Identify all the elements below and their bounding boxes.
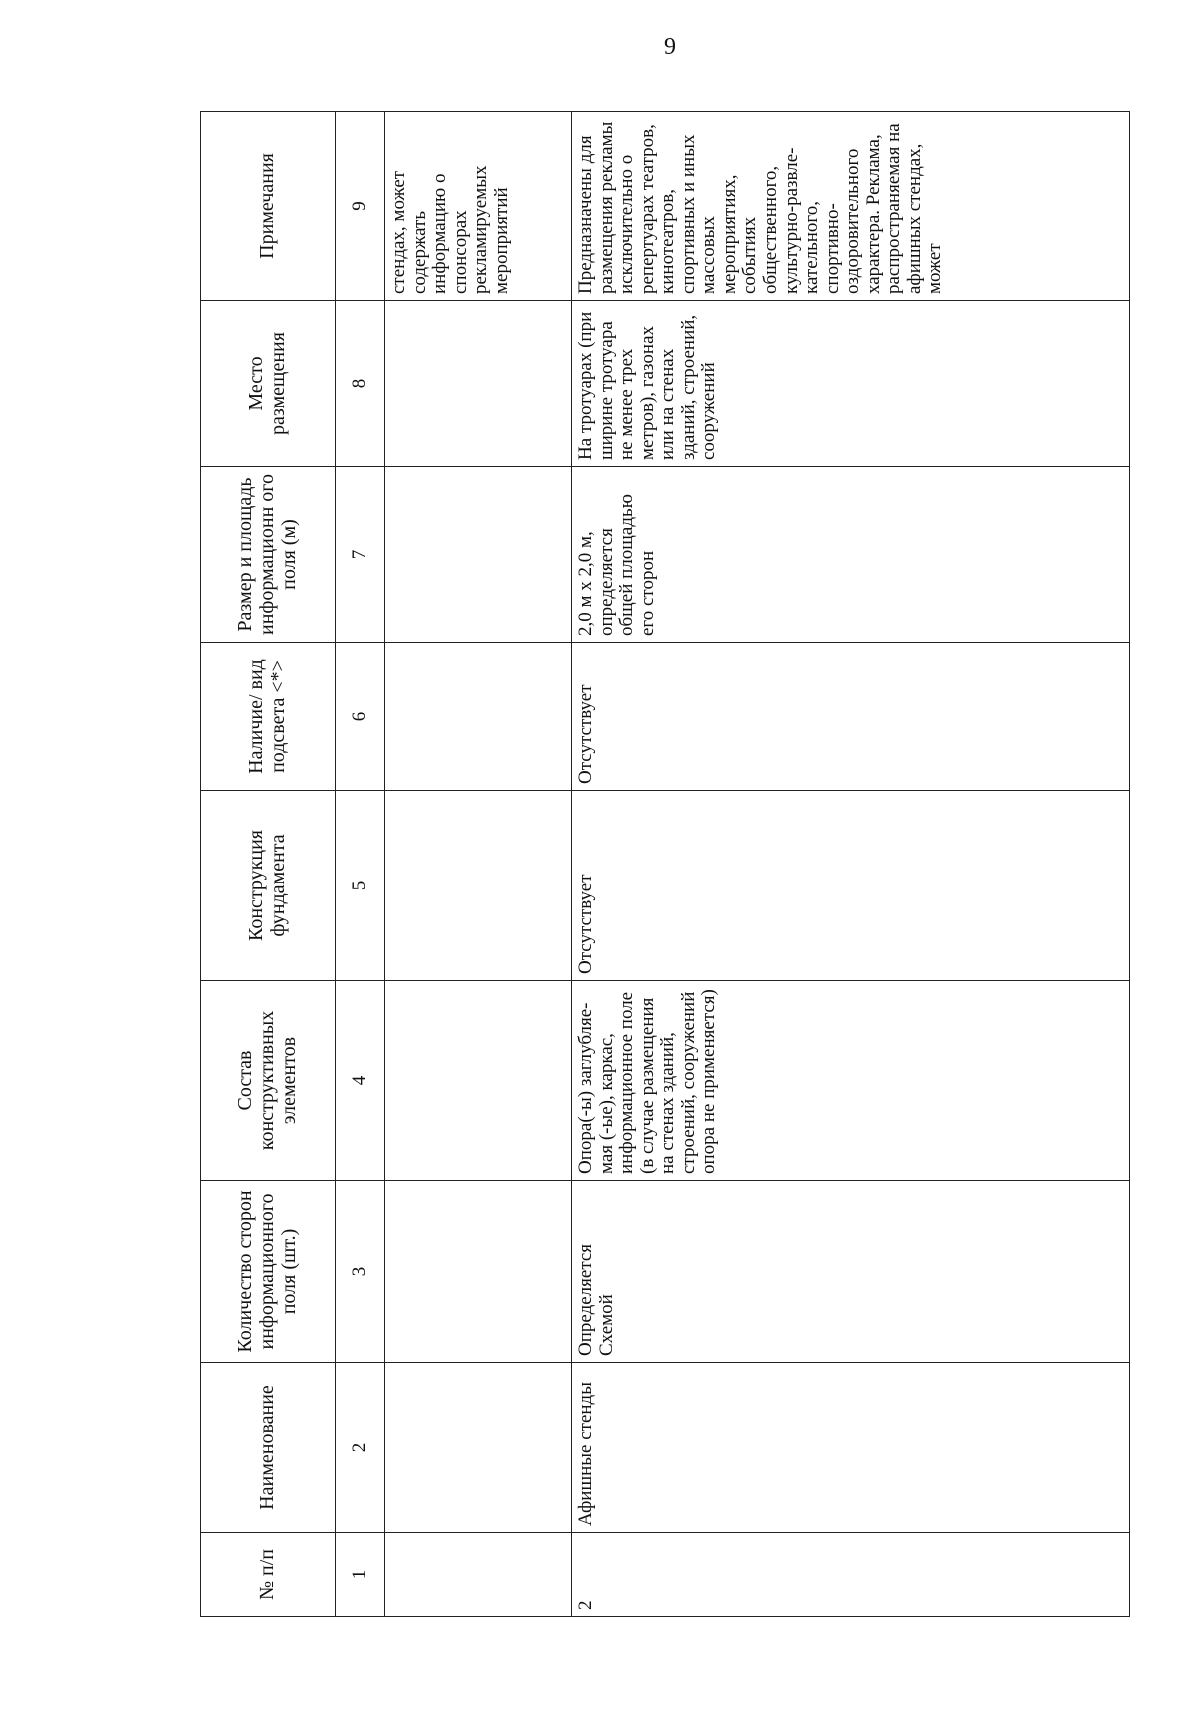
table-rotated-wrapper [200, 112, 1130, 1617]
header-cell: № п/п [201, 1533, 336, 1617]
table-cell-name: Афишные стенды [572, 1363, 1130, 1533]
column-number: 5 [335, 791, 384, 981]
column-number: 3 [335, 1181, 384, 1363]
table-cell [385, 1533, 572, 1617]
page-number: 9 [664, 34, 676, 60]
table-cell [385, 981, 572, 1181]
column-number: 7 [335, 467, 384, 643]
table-row [572, 112, 1130, 1617]
column-number: 9 [335, 112, 384, 301]
table-cell-lighting: Отсутствует [572, 643, 1130, 791]
column-number: 2 [335, 1363, 384, 1533]
header-cell: Примечания [201, 112, 336, 301]
table-cell [385, 643, 572, 791]
header-cell: Наличие/ вид подсвета <*> [201, 643, 336, 791]
table-row [385, 112, 572, 1617]
table-cell [385, 467, 572, 643]
header-cell: Состав конструктивных элементов [201, 981, 336, 1181]
table-cell-notes: Предназначены для размещения рекламы исключительно о репертуарах театров, кинотеатров, спортивных и иных массовых мероприятиях, событиях общественного, культурно-развле-кательного, спортивно-оздоровительного характера. Реклама, распространяемая на афишных стендах, может [572, 112, 1130, 301]
table-cell-sides: Определяется Схемой [572, 1181, 1130, 1363]
column-number: 4 [335, 981, 384, 1181]
table-cell-notes: стендах, может содержать информацию о спонсорах рекламируемых мероприятий [385, 112, 572, 301]
table-cell [385, 1363, 572, 1533]
advertising-structures-table [200, 111, 1130, 1617]
header-row [201, 112, 336, 1617]
header-cell: Количество сторон информационного поля (шт.) [201, 1181, 336, 1363]
table-cell [385, 1181, 572, 1363]
column-number: 6 [335, 643, 384, 791]
row-number: 2 [572, 1533, 1130, 1617]
column-number: 8 [335, 301, 384, 467]
column-number: 1 [335, 1533, 384, 1617]
header-cell: Конструкция фундамента [201, 791, 336, 981]
table-cell [385, 791, 572, 981]
table-cell [385, 301, 572, 467]
column-number-row [335, 112, 384, 1617]
header-cell: Место размещения [201, 301, 336, 467]
table-cell-size: 2,0 м х 2,0 м, определяется общей площадью его сторон [572, 467, 1130, 643]
header-cell: Размер и площадь информационн ого поля (м) [201, 467, 336, 643]
table-cell-elements: Опора(-ы) заглубляе-мая (-ые), каркас, информационное поле (в случае размещения на стенах зданий, строений, сооружений опора не применяется) [572, 981, 1130, 1181]
table-cell-location: На тротуарах (при ширине тротуара не менее трех метров), газонах или на стенах зданий, строений, сооружений [572, 301, 1130, 467]
table-cell-foundation: Отсутствует [572, 791, 1130, 981]
header-cell: Наименование [201, 1363, 336, 1533]
